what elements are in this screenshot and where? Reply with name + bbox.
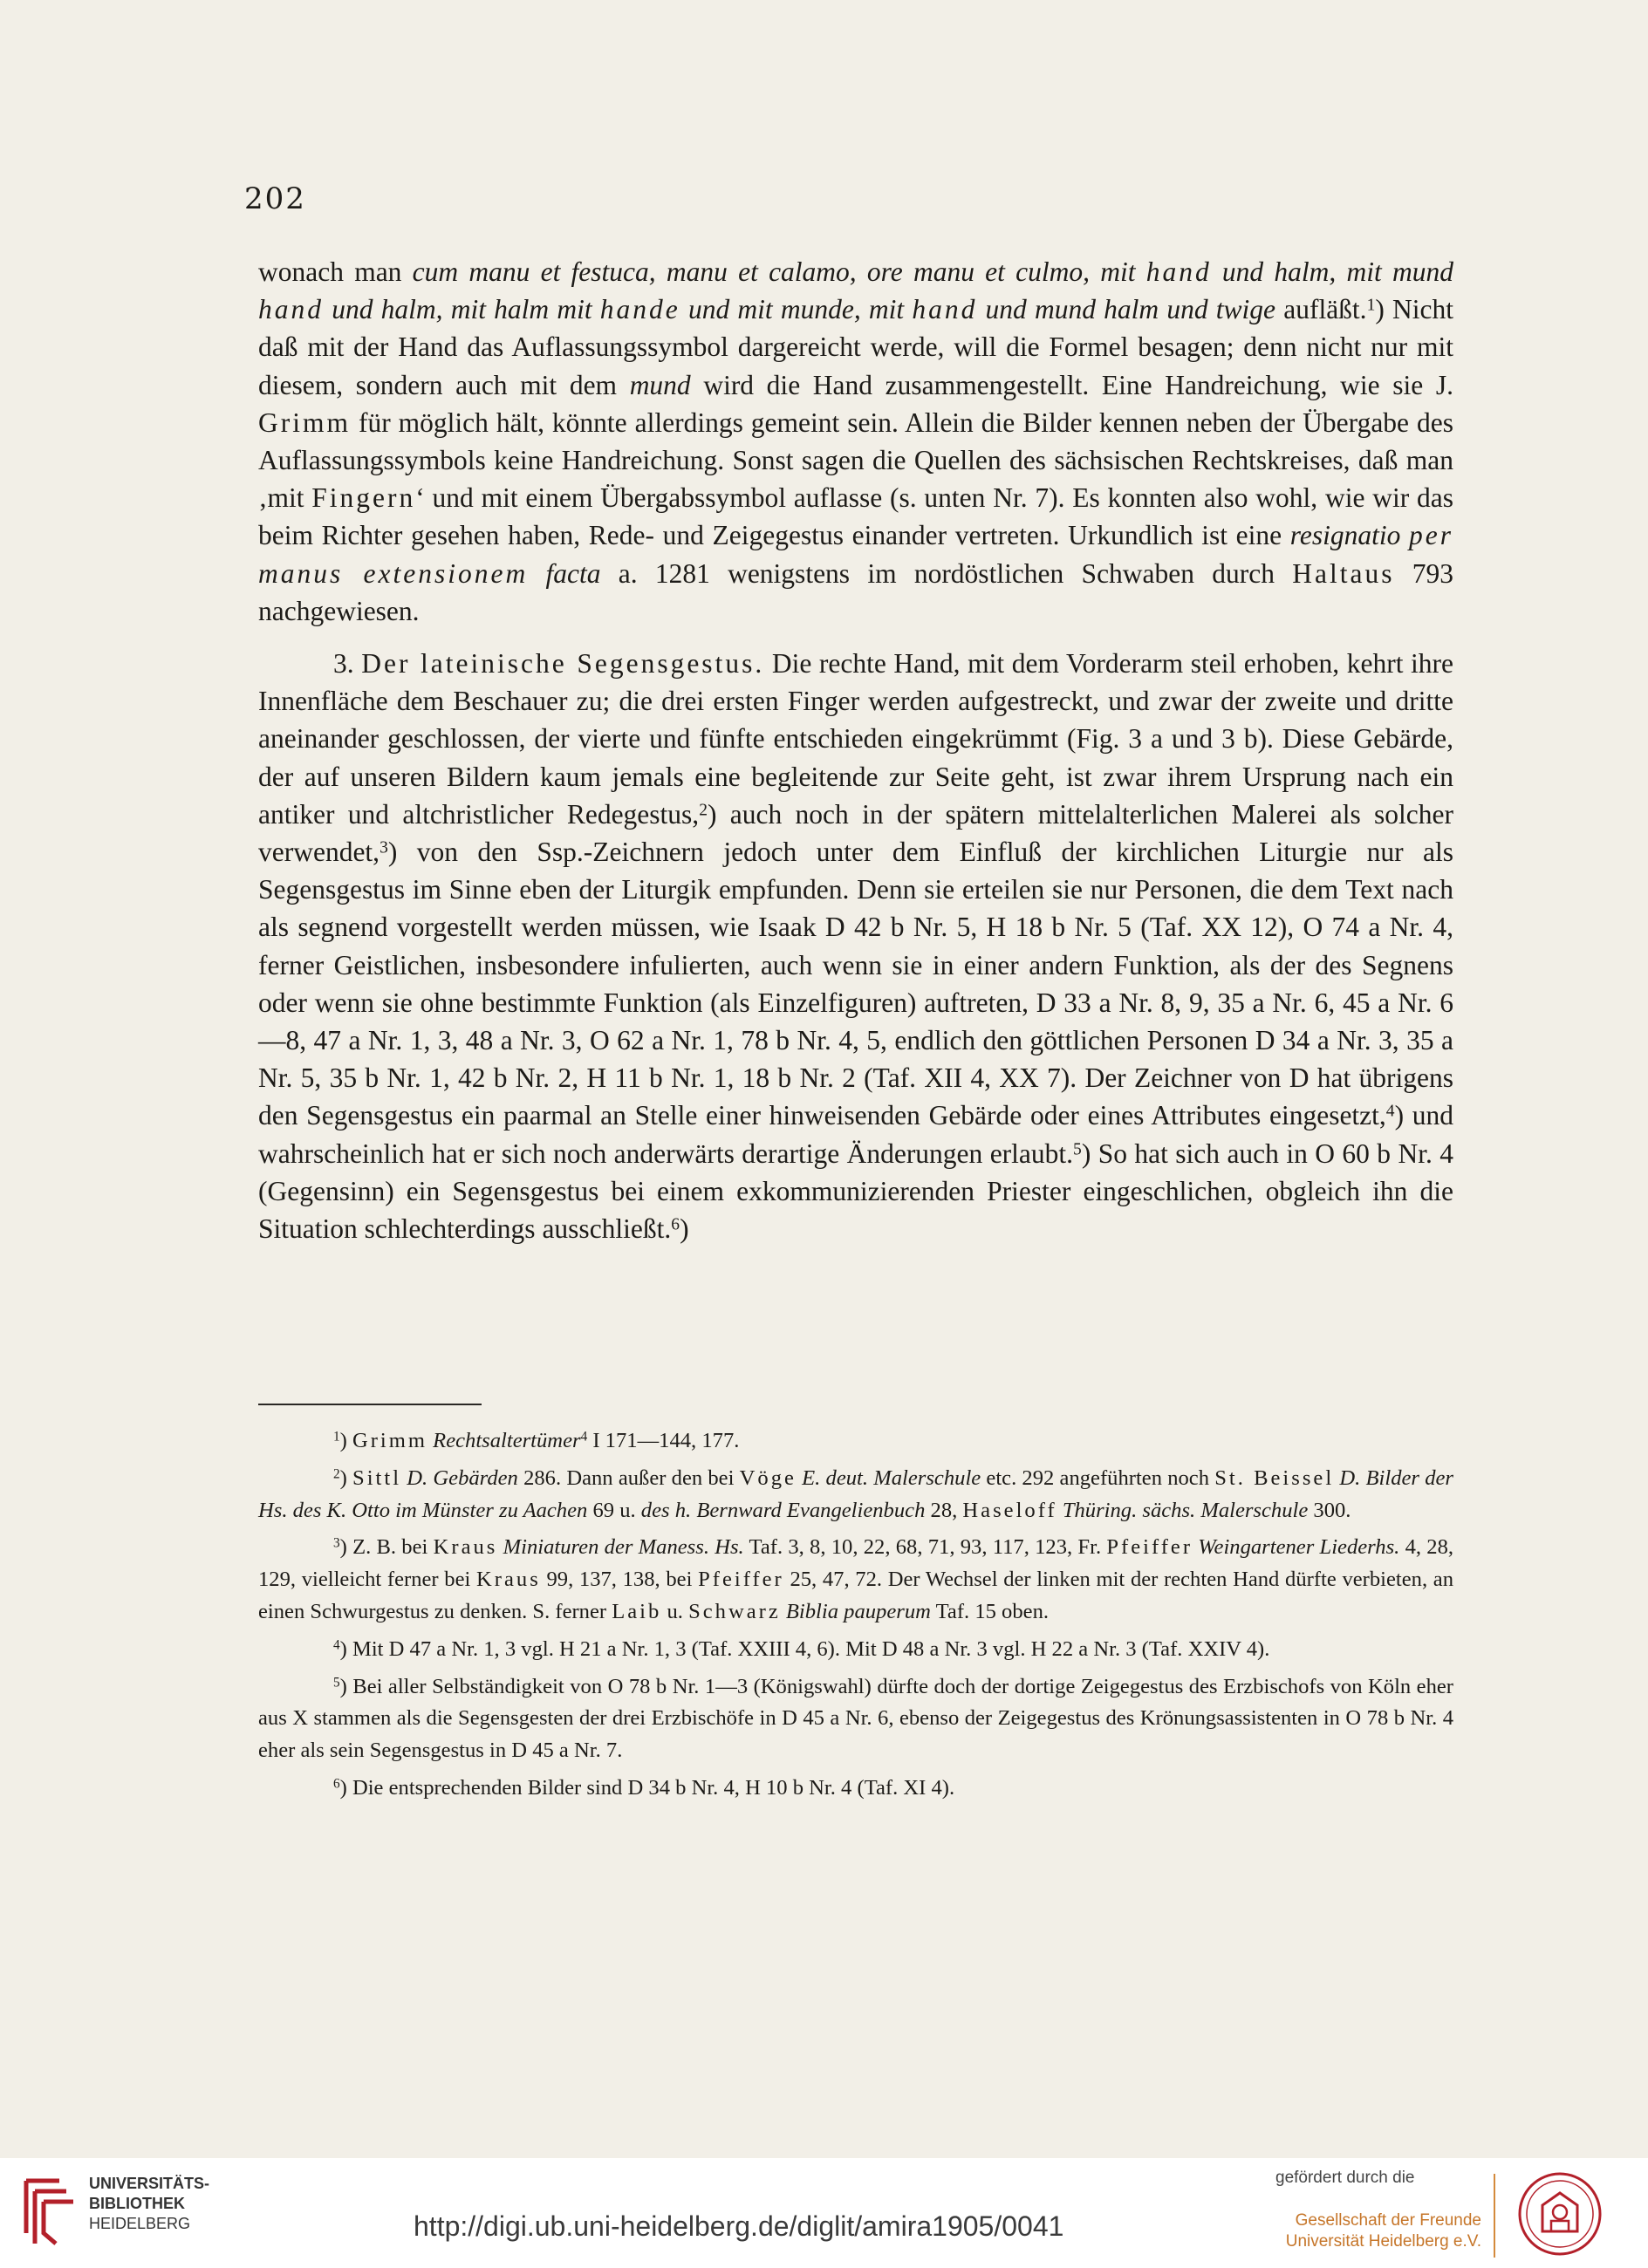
footnote-marker: 4 — [333, 1637, 340, 1653]
text-run: und mund halm und twige — [977, 294, 1276, 325]
footnote-marker: 4 — [1385, 1102, 1395, 1121]
text-run: ) von den Ssp.-Zeichnern jedoch unter dem Einfluß der kirchlichen Liturgie nur als Segensgestus im Sinne eben der Liturgik empfunden. Denn sie erteilen sie nur Personen, die dem Text nach als segnend vorgestellt werden müssen, wie Isaak D 42 b Nr. 5, H 18 b Nr. 5 (Taf. XX 12), O 74 a Nr. 4, ferner Geistlichen, insbesondere infulierten, auch wenn sie in einer andern Funktion, als der des Segnens oder wenn sie ohne bestimmte Funktion (als Einzelfiguren) auftreten, D 33 a Nr. 8, 9, 35 a Nr. 6, 45 a Nr. 6—8, 47 a Nr. 1, 3, 48 a Nr. 3, O 62 a Nr. 1, 78 b Nr. 4, 5, endlich den göttlichen Personen D 34 a Nr. 3, 35 a Nr. 5, 35 b Nr. 1, 42 b Nr. 2, H 11 b Nr. 1, 18 b Nr. 2 (Taf. XII 4, XX 7). Der Zeichner von D hat übrigens den Segensgestus ein paarmal an Stelle einer hinweisenden Gebärde oder eines Attributes eingesetzt, — [258, 837, 1453, 1131]
text-run: Rechtsaltertümer — [433, 1429, 581, 1452]
text-run: ) und wahrscheinlich hat er sich noch anderwärts derartige Änderungen erlaubt. — [258, 1100, 1453, 1169]
text-run: hande — [599, 294, 680, 325]
footnote-marker: 5 — [1073, 1139, 1082, 1158]
text-run: 99, 137, 138, bei — [540, 1568, 699, 1592]
footer-divider — [1494, 2174, 1495, 2258]
text-run: ) — [680, 1213, 689, 1245]
footnote-marker: 1 — [333, 1429, 340, 1445]
text-run: Haseloff — [962, 1498, 1057, 1522]
text-run: und halm, mit halm mit — [324, 294, 600, 325]
text-run: hand — [912, 294, 978, 325]
text-run: St. Beissel — [1214, 1465, 1335, 1490]
text-run: des h. Bernward Evangelienbuch — [640, 1498, 926, 1522]
text-run: Biblia pauperum — [785, 1599, 931, 1623]
text-run: und mit munde, mit — [680, 294, 913, 325]
text-run: E. deut. Malerschule — [802, 1465, 981, 1490]
footnote-5 — [258, 1671, 1453, 1767]
footnote-marker: 2 — [333, 1466, 340, 1482]
text-run: 25, 47, 72. Der Wechsel der linken mit der rechten Hand dürfte verbieten, an einen Schwurgestus zu denken. S. ferner — [258, 1568, 1453, 1623]
footnote-3 — [258, 1532, 1453, 1628]
footnote-2 — [258, 1463, 1453, 1527]
permalink-url[interactable]: http://digi.ub.uni-heidelberg.de/diglit/amira1905/0041 — [414, 2210, 1064, 2242]
library-name-line-3: HEIDELBERG — [89, 2215, 191, 2232]
text-run: Fingern — [311, 482, 416, 514]
text-run: ) — [339, 1465, 353, 1490]
text-run: hand — [258, 294, 324, 325]
sponsor-name-line-2: Universität Heidelberg e.V. — [1285, 2232, 1481, 2251]
text-run: und halm, mit mund — [1211, 256, 1453, 287]
text-run: a. 1281 wenigstens im nordöstlichen Schwaben durch — [600, 557, 1293, 589]
sponsor-name — [1282, 2210, 1481, 2252]
text-run: ) So hat sich auch in O 60 b Nr. 4 (Gegensinn) ein Segensgestus bei einem exkommunizierenden Priester eingeschlichen, obgleich ihn die Situation schlechterdings ausschließt. — [258, 1137, 1453, 1245]
text-run: mund — [629, 369, 691, 400]
text-run: wonach man — [258, 256, 413, 287]
library-name-line-1: UNIVERSITÄTS- — [89, 2175, 210, 2192]
text-run: ) Mit D 47 a Nr. 1, 3 vgl. H 21 a Nr. 1, 3 (Taf. XXIII 4, 6). Mit D 48 a Nr. 3 vgl. H 22 a Nr. 3 (Taf. XXIV 4). — [339, 1636, 1270, 1661]
text-run: Grimm — [258, 406, 351, 438]
text-run: hand — [1145, 256, 1212, 287]
text-run: wird die Hand zusammengestellt. Eine Handreichung, wie sie J. — [690, 369, 1454, 400]
text-run: Vöge — [739, 1465, 797, 1490]
text-run: Laib — [612, 1599, 662, 1623]
text-run: ) Bei aller Selbständigkeit von O 78 b Nr. 1—3 (Königswahl) dürfte doch der dortige Zeigegestus des Erzbischofs von Köln eher aus X stammen als die Segensgesten der drei Erzbischöfe in D 45 a Nr. 6, ebenso der Zeigegestus des Krönungsassistenten in O 78 b Nr. 4 eher als sein Segensgestus in D 45 a Nr. 7. — [258, 1674, 1453, 1763]
text-run: Haltaus — [1292, 557, 1395, 589]
footnote-marker: 5 — [333, 1674, 340, 1690]
text-run: ) auch noch in der spätern mittelalterlichen Malerei als solcher verwendet, — [258, 798, 1453, 868]
text-run: ) — [339, 1429, 352, 1452]
text-run: Grimm — [352, 1429, 428, 1452]
text-run: etc. 292 angeführten noch — [981, 1465, 1215, 1490]
text-run: Die rechte Hand, mit dem Vorderarm steil erhoben, kehrt ihre Innenfläche dem Beschauer zu; die drei ersten Finger werden aufgestreckt, und zwar der zweite und dritte aneinander geschlossen, der vierte und fünfte entschieden eingekrümmt (Fig. 3 a und 3 b). Diese Gebärde, der auf unseren Bildern kaum jemals eine begleitende zur Seite geht, ist zwar ihrem Ursprung nach ein antiker und altchristlicher Redegestus, — [258, 648, 1454, 830]
text-run: Taf. 3, 8, 10, 22, 68, 71, 93, 117, 123, Fr. — [743, 1535, 1107, 1560]
footnote-4 — [258, 1634, 1453, 1666]
text-run: Taf. 15 oben. — [930, 1599, 1050, 1623]
digitization-footer — [0, 2158, 1648, 2268]
footnote-marker: 6 — [671, 1215, 680, 1234]
footnote-marker: 2 — [699, 801, 708, 820]
text-run: Schwarz — [688, 1599, 781, 1623]
text-run: resignatio — [1289, 520, 1410, 551]
paragraph-1 — [258, 253, 1453, 630]
text-run: Kraus — [433, 1535, 498, 1560]
text-run: 28, — [925, 1498, 963, 1522]
university-library-name — [89, 2174, 209, 2234]
library-name-line-2: BIBLIOTHEK — [89, 2195, 185, 2212]
text-run: ) Z. B. bei — [339, 1535, 434, 1560]
text-run: facta — [528, 557, 601, 589]
text-run: cum manu et festuca, manu et calamo, ore manu et culmo, mit — [412, 256, 1146, 287]
text-run: u. — [661, 1599, 689, 1623]
text-run: für möglich hält, könnte allerdings gemeint sein. Allein die Bilder kennen neben der Übergabe des Auflassungssymbols keine Handreichung. Sonst sagen die Quellen des sächsischen Rechtskreises, daß man ‚mit — [258, 406, 1453, 514]
text-run: 69 u. — [587, 1498, 641, 1522]
text-run: I 171—144, 177. — [587, 1429, 740, 1452]
text-run: Pfeiffer — [1106, 1535, 1193, 1560]
main-text — [258, 253, 1453, 1247]
footnote-marker: 4 — [580, 1429, 588, 1445]
footnote-marker: 6 — [333, 1776, 340, 1792]
university-library-logo-icon — [21, 2172, 77, 2249]
university-seal-icon — [1516, 2170, 1604, 2258]
footnote-marker: 3 — [380, 838, 388, 857]
paragraph-2 — [258, 645, 1453, 1247]
text-run: Der lateinische Segensgestus. — [361, 648, 765, 680]
sponsor-name-line-1: Gesellschaft der Freunde — [1295, 2211, 1481, 2230]
text-run: 3. — [333, 648, 362, 680]
text-run: 4, 28, 129, vielleicht ferner bei — [258, 1535, 1454, 1592]
text-run: ‘ und mit einem Übergabssymbol auflasse (s. unten Nr. 7). Es konnten also wohl, wie wir das beim Richter gesehen haben, Rede- und Zeigegestus einander vertreten. Urkundlich ist eine — [258, 482, 1453, 551]
text-run: D. Gebärden — [407, 1465, 518, 1490]
text-run: Sittl — [352, 1465, 402, 1490]
text-run: 793 nachgewiesen. — [258, 557, 1453, 626]
text-run: Miniaturen der Maness. Hs. — [503, 1535, 744, 1560]
footnote-marker: 3 — [333, 1535, 340, 1551]
footnote-separator — [258, 1404, 482, 1405]
text-run: Thüring. sächs. Malerschule — [1062, 1498, 1309, 1522]
text-run: ) Nicht daß mit der Hand das Auflassungssymbol dargereicht werde, will die Formel besagen; denn nicht nur mit diesem, sondern auch mit dem — [258, 294, 1453, 400]
footnote-1 — [258, 1425, 1453, 1458]
footnotes — [258, 1425, 1453, 1805]
text-run: Kraus — [476, 1568, 541, 1592]
text-run: Pfeiffer — [698, 1568, 784, 1592]
text-run: D. Bilder der Hs. des K. Otto im Münster zu Aachen — [258, 1465, 1453, 1522]
text-run: aufläßt. — [1275, 294, 1367, 325]
footnote-marker: 1 — [1366, 296, 1376, 315]
text-run: ) Die entsprechenden Bilder sind D 34 b Nr. 4, H 10 b Nr. 4 (Taf. XI 4). — [339, 1775, 955, 1800]
text-run: 300. — [1308, 1498, 1351, 1522]
text-run: 286. Dann außer den bei — [517, 1465, 740, 1490]
sponsor-intro: gefördert durch die — [1275, 2169, 1415, 2187]
page-number: 202 — [244, 181, 306, 216]
footnote-6 — [258, 1773, 1453, 1805]
text-run: per manus extensionem — [258, 520, 1454, 589]
text-run: Weingartener Liederhs. — [1198, 1535, 1400, 1560]
